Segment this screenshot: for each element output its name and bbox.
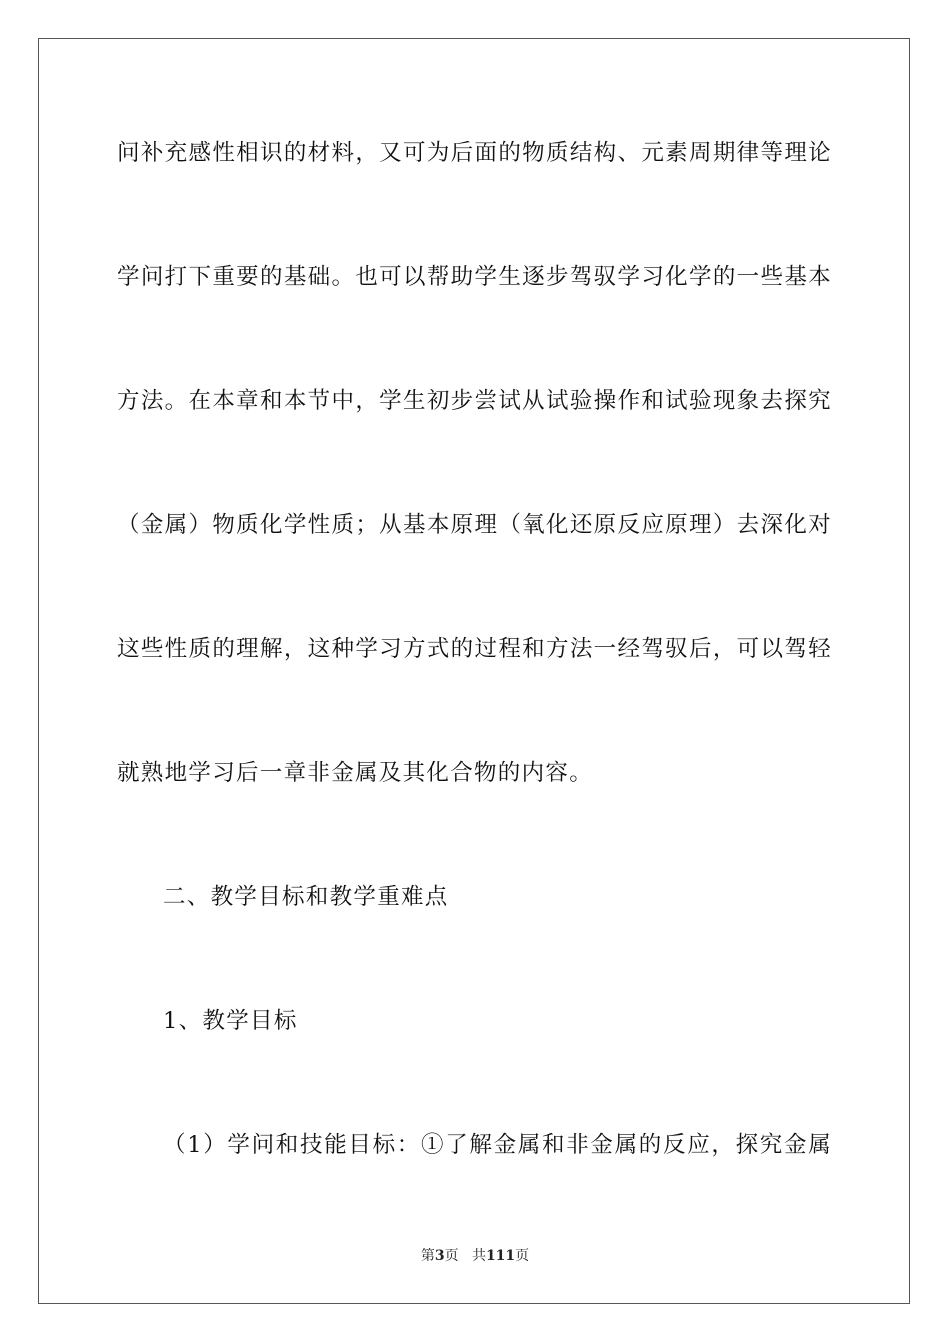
subsection-heading: 1、教学目标 bbox=[163, 1008, 298, 1034]
footer-page-prefix: 第 bbox=[420, 1248, 435, 1264]
body-line-3: 方法。在本章和本节中，学生初步尝试从试验操作和试验现象去探究 bbox=[117, 388, 832, 414]
body-line-5: 这些性质的理解，这种学习方式的过程和方法一经驾驭后，可以驾轻 bbox=[117, 636, 832, 662]
footer-total-suffix: 页 bbox=[515, 1248, 530, 1264]
section-heading: 二、教学目标和教学重难点 bbox=[163, 884, 449, 910]
footer-total-prefix: 共 bbox=[471, 1248, 486, 1264]
body-line-4: （金属）物质化学性质；从基本原理（氧化还原反应原理）去深化对 bbox=[117, 512, 832, 538]
footer-page-number: 3 bbox=[434, 1248, 445, 1264]
page-footer bbox=[0, 1247, 950, 1265]
page-border bbox=[38, 38, 910, 1304]
body-line-6: 就熟地学习后一章非金属及其化合物的内容。 bbox=[117, 760, 594, 786]
body-line-2: 学问打下重要的基础。也可以帮助学生逐步驾驭学习化学的一些基本 bbox=[117, 264, 832, 290]
footer-page-suffix: 页 bbox=[444, 1248, 459, 1264]
objective-line: （1）学问和技能目标：①了解金属和非金属的反应，探究金属 bbox=[163, 1132, 832, 1158]
body-line-1: 问补充感性相识的材料，又可为后面的物质结构、元素周期律等理论 bbox=[117, 140, 832, 166]
footer-total-pages: 111 bbox=[485, 1248, 516, 1264]
